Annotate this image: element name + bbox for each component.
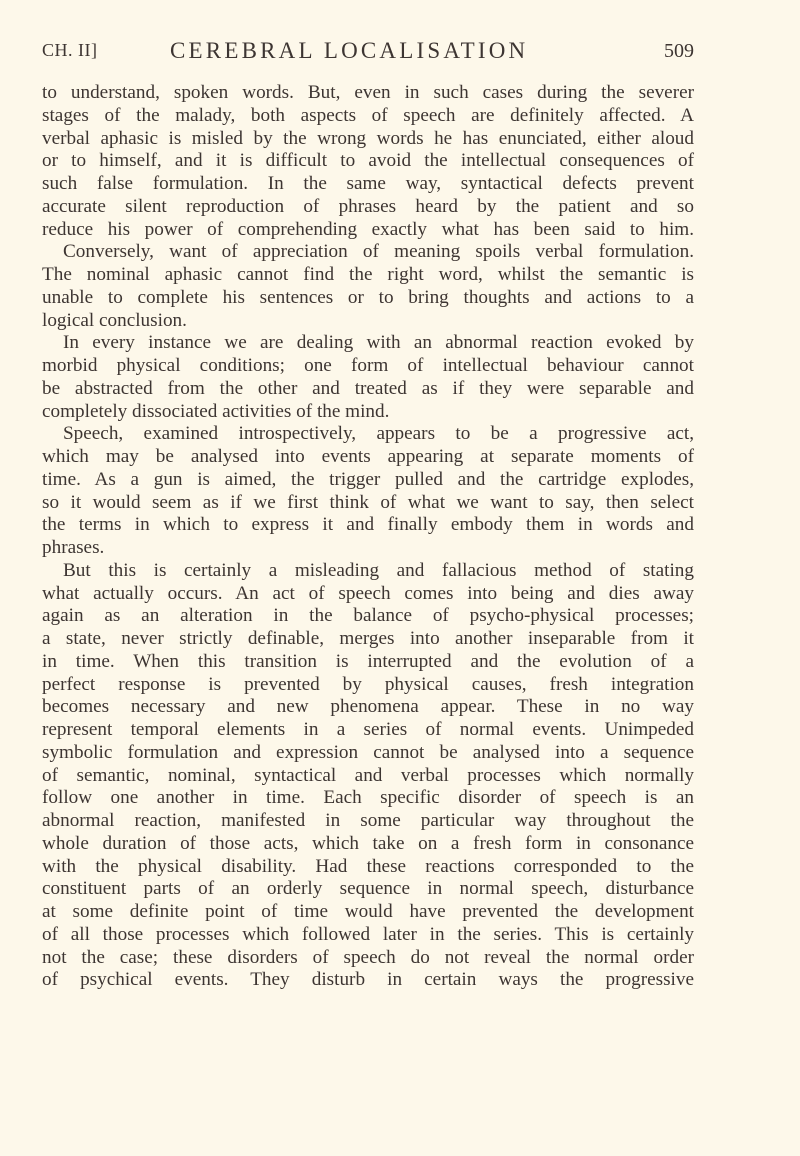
text-line: with the physical disability. Had these reactions corresponded to the [42,855,694,877]
text-line: phrases. [42,537,105,558]
text-line: becomes necessary and new phenomena appear. These in no way [42,696,694,718]
text-line: of all those processes which followed later in the series. This is certainly [42,923,694,945]
text-line: whole duration of those acts, which take on a fresh form in consonance [42,832,694,854]
text-line: accurate silent reproduction of phrases heard by the patient and so [42,195,694,217]
text-line: constituent parts of an orderly sequence in normal speech, disturbance [42,878,694,900]
text-line: symbolic formulation and expression cannot be analysed into a sequence [42,741,694,763]
body-text [42,82,694,992]
text-line: or to himself, and it is difficult to avoid the intellectual consequences of [42,150,694,172]
text-line: logical conclusion. [42,309,187,331]
text-line: again as an alteration in the balance of psycho-physical processes; [42,605,694,627]
text-line: at some definite point of time would have prevented the development [42,901,694,922]
text-line: unable to complete his sentences or to bring thoughts and actions to a [42,286,694,308]
text-line: time. As a gun is aimed, the trigger pulled and the cartridge explodes, [42,468,694,490]
text-line: to understand, spoken words. But, even in such cases during the severer [42,82,694,103]
text-line: the terms in which to express it and finally embody them in words and [42,514,694,536]
text-line: follow one another in time. Each specific disorder of speech is an [42,787,694,809]
text-line: so it would seem as if we first think of what we want to say, then select [42,491,694,513]
text-line: completely dissociated activities of the mind. [42,400,390,422]
text-line: stages of the malady, both aspects of speech are definitely affected. A [42,104,694,126]
text-line: of psychical events. They disturb in certain ways the progressive [42,969,694,991]
page-header [42,40,694,70]
text-line: such false formulation. In the same way, syntactical defects prevent [42,173,694,194]
text-line: abnormal reaction, manifested in some particular way throughout the [42,810,694,831]
text-line: The nominal aphasic cannot find the right word, whilst the semantic is [42,264,694,285]
text-line: of semantic, nominal, syntactical and verbal processes which normally [42,764,694,786]
text-line: which may be analysed into events appearing at separate moments of [42,446,694,467]
text-line: what actually occurs. An act of speech comes into being and dies away [42,582,694,604]
text-line: represent temporal elements in a series of normal events. Unimpeded [42,719,694,740]
paragraph-first-line: Speech, examined introspectively, appears to be a progressive act, [63,423,694,445]
text-line: not the case; these disorders of speech do not reveal the normal order [42,946,694,968]
text-line: be abstracted from the other and treated as if they were separable and [42,377,694,399]
page-number: 509 [664,40,694,62]
text-line: perfect response is prevented by physical causes, fresh integration [42,673,694,695]
text-line: a state, never strictly definable, merges into another inseparable from it [42,628,694,649]
paragraph-first-line: Conversely, want of appreciation of meaning spoils verbal formulation. [63,241,694,263]
running-head-title: CEREBRAL LOCALISATION [170,38,529,63]
text-line: in time. When this transition is interrupted and the evolution of a [42,650,694,672]
paragraph-first-line: But this is certainly a misleading and fallacious method of stating [63,559,694,581]
text-line: verbal aphasic is misled by the wrong words he has enunciated, either aloud [42,127,694,149]
paragraph-first-line: In every instance we are dealing with an abnormal reaction evoked by [63,332,694,354]
text-line: reduce his power of comprehending exactly what has been said to him. [42,218,694,240]
text-line: morbid physical conditions; one form of intellectual behaviour cannot [42,355,694,376]
chapter-label: CH. II] [42,40,98,60]
